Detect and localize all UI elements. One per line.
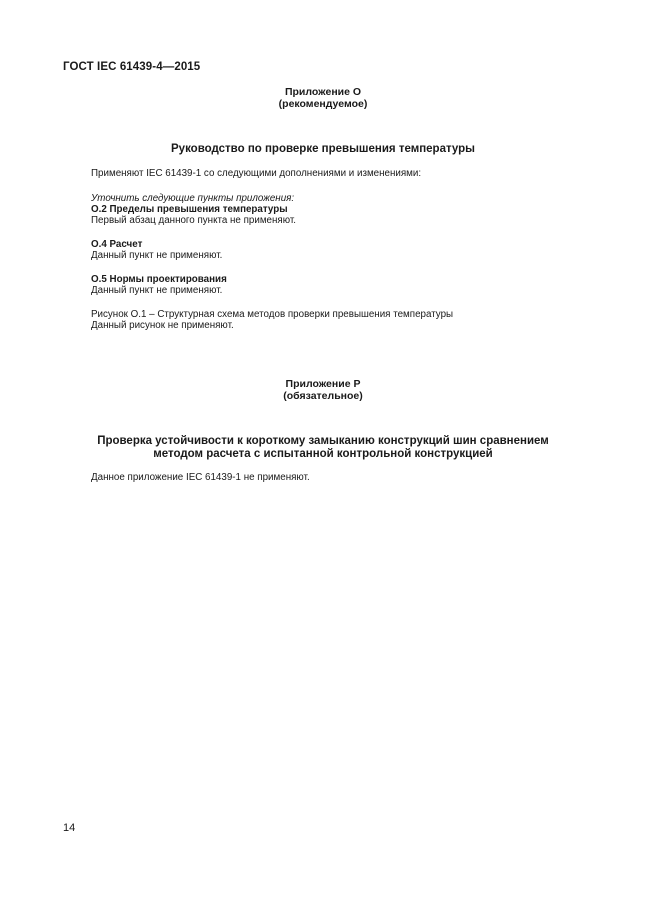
annex-o-label: Приложение О bbox=[284, 86, 362, 98]
annex-o-title: Руководство по проверке превышения температуры bbox=[171, 143, 475, 155]
item-heading: О.5 Нормы проектирования bbox=[91, 274, 227, 285]
figure-note: Данный рисунок не применяют. bbox=[91, 320, 234, 331]
annex-p-title-line1: Проверка устойчивости к короткому замыканию конструкций шин сравнением bbox=[97, 435, 549, 447]
item-text: Первый абзац данного пункта не применяют. bbox=[91, 215, 296, 226]
figure-caption: Рисунок О.1 – Структурная схема методов проверки превышения температуры bbox=[91, 309, 454, 320]
annex-p-title-line2: методом расчета с испытанной контрольной конструкцией bbox=[153, 448, 493, 460]
item-heading: О.4 Расчет bbox=[91, 239, 143, 250]
annex-p-label: Приложение Р bbox=[285, 378, 361, 390]
annex-o-status: (рекомендуемое) bbox=[278, 98, 368, 110]
annex-o-intro: Применяют IEC 61439-1 со следующими дополнениями и изменениями: bbox=[91, 168, 422, 179]
page-number: 14 bbox=[63, 822, 76, 834]
item-text: Данный пункт не применяют. bbox=[91, 285, 223, 296]
standard-code: ГОСТ IEC 61439-4—2015 bbox=[63, 61, 201, 73]
annex-p-status: (обязательное) bbox=[283, 390, 363, 402]
item-text: Данный пункт не применяют. bbox=[91, 250, 223, 261]
annex-o-clarify-note: Уточнить следующие пункты приложения: bbox=[91, 193, 295, 204]
item-heading: О.2 Пределы превышения температуры bbox=[91, 204, 288, 215]
annex-p-text: Данное приложение IEC 61439-1 не применяют. bbox=[91, 472, 310, 483]
